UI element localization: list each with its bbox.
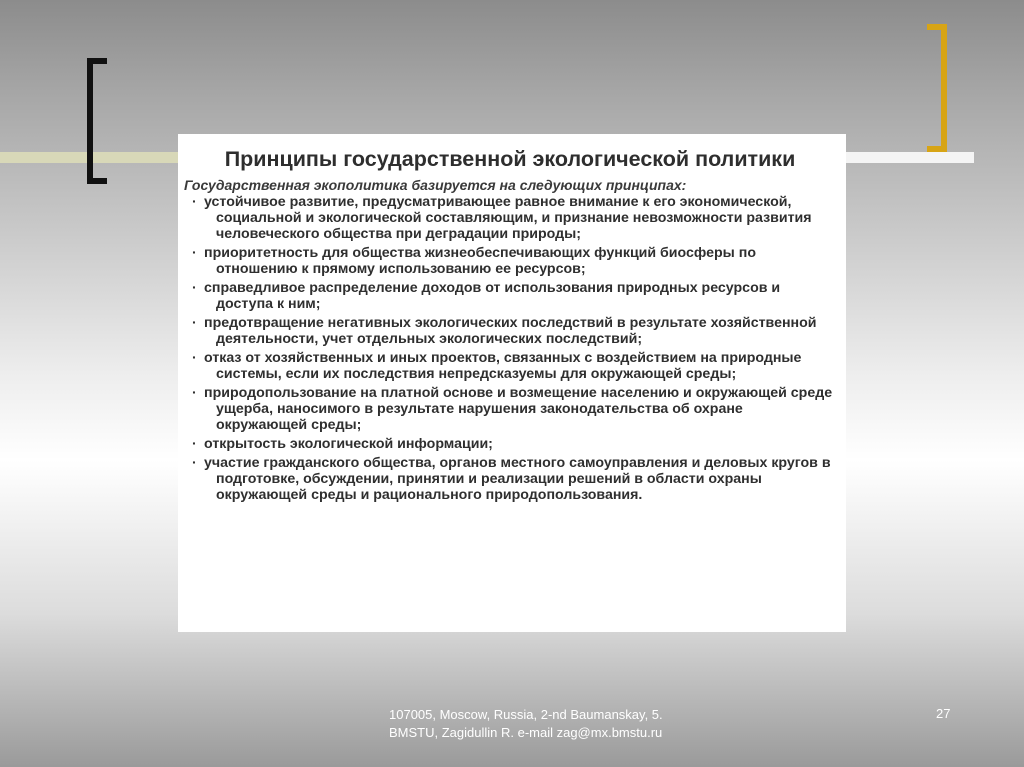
bullet-icon: · bbox=[192, 280, 197, 296]
list-item: · участие гражданского общества, органов местного самоуправления и деловых кругов в подготовке, обсуждении, принятии и реализации решений в области охраны окружающей среды и рационального природопользования. bbox=[192, 455, 831, 503]
list-item: · предотвращение негативных экологических последствий в результате хозяйственной деятельности, учет отдельных экологических последствий; bbox=[192, 315, 817, 347]
footer-line-1: 107005, Moscow, Russia, 2-nd Baumanskay, 5. bbox=[389, 707, 663, 722]
bullet-icon: · bbox=[192, 455, 197, 471]
list-item: · устойчивое развитие, предусматривающее равное внимание к его экономической, социальной и экологической составляющим, и признание невозможности развития человеческого общества при деградации природы; bbox=[192, 194, 812, 242]
principles-list bbox=[184, 194, 836, 503]
list-item: · открытость экологической информации; bbox=[192, 436, 493, 452]
bullet-icon: · bbox=[192, 315, 197, 331]
bullet-icon: · bbox=[192, 350, 197, 366]
bullet-icon: · bbox=[192, 245, 197, 261]
decorative-line-right bbox=[846, 152, 974, 163]
footer-line-2: BMSTU, Zagidullin R. e-mail zag@mx.bmstu.ru bbox=[389, 725, 663, 740]
bullet-icon: · bbox=[192, 194, 197, 210]
page-number: 27 bbox=[936, 706, 951, 721]
slide-intro: Государственная экополитика базируется на следующих принципах: bbox=[184, 177, 687, 193]
list-item: · природопользование на платной основе и возмещение населению и окружающей среде ущерба, наносимого в результате нарушения законодательства об охране окружающей среды; bbox=[192, 385, 833, 433]
list-item: · приоритетность для общества жизнеобеспечивающих функций биосферы по отношению к прямому использованию ее ресурсов; bbox=[192, 245, 756, 277]
content-card bbox=[178, 134, 846, 632]
list-item: · справедливое распределение доходов от использования природных ресурсов и доступа к ним; bbox=[192, 280, 781, 312]
footer-address bbox=[389, 706, 719, 742]
left-bracket-decoration bbox=[87, 58, 107, 184]
list-item: · отказ от хозяйственных и иных проектов, связанных с воздействием на природные системы, если их последствия непредсказуемы для окружающей среды; bbox=[192, 350, 802, 382]
bullet-icon: · bbox=[192, 385, 197, 401]
slide-title: Принципы государственной экологической политики bbox=[224, 147, 796, 171]
right-bracket-decoration bbox=[927, 24, 947, 152]
bullet-icon: · bbox=[192, 436, 197, 452]
